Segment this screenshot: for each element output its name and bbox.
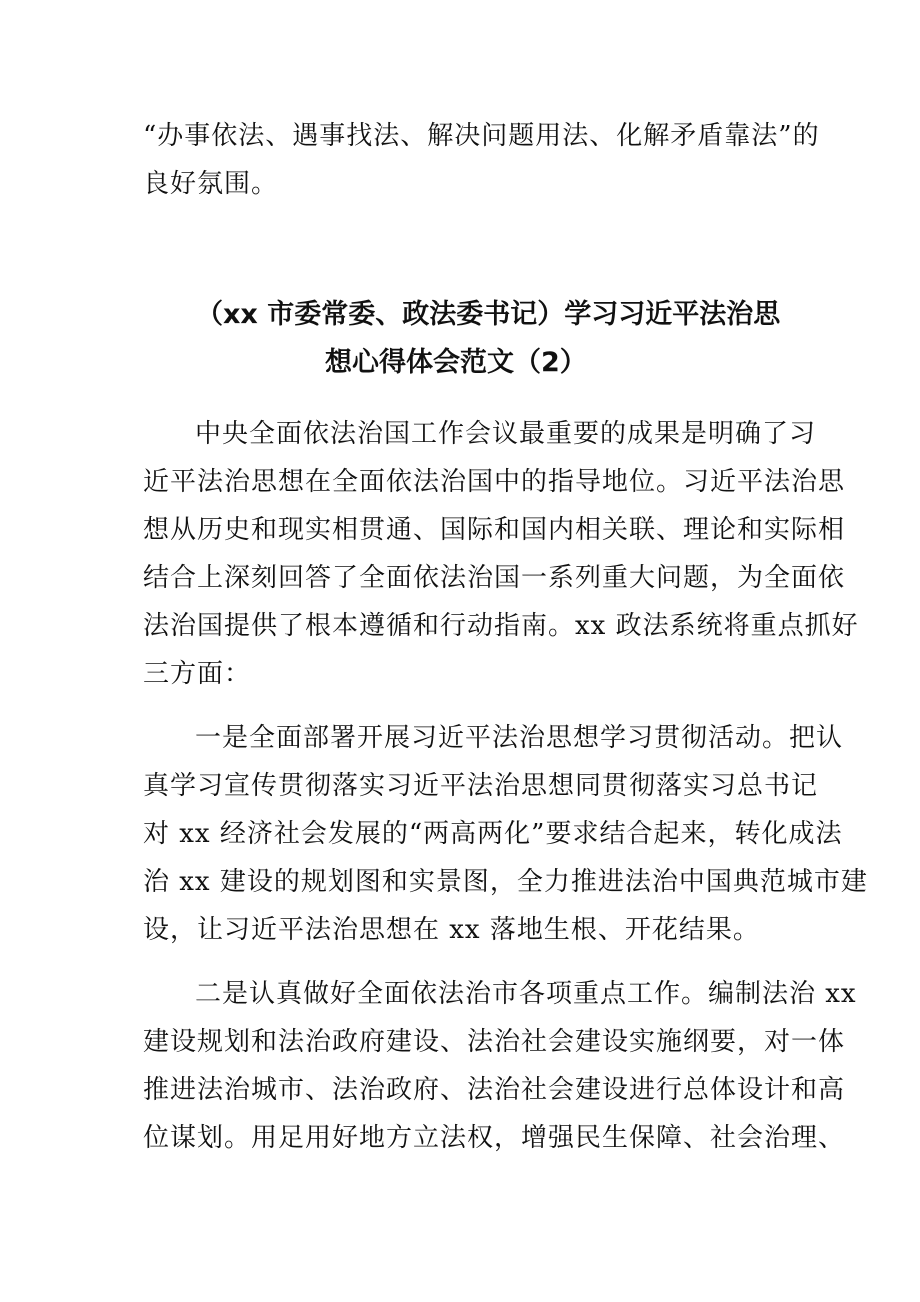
paragraph-line: 想从历史和现实相贯通、国际和国内相关联、理论和实际相 <box>143 515 846 545</box>
paragraph-line: 对 xx 经济社会发展的“两高两化”要求结合起来，转化成法 <box>143 819 843 849</box>
section-title-line-1: （xx 市委常委、政法委书记）学习习近平法治思 <box>196 299 781 330</box>
paragraph-line: 一是全面部署开展习近平法治思想学习贯彻活动。把认 <box>195 723 844 753</box>
paragraph-line: 真学习宣传贯彻落实习近平法治思想同贯彻落实习总书记 <box>143 771 819 801</box>
paragraph-line: 良好氛围。 <box>143 169 279 199</box>
paragraph-line: 三方面： <box>143 659 252 689</box>
paragraph-line: “办事依法、遇事找法、解决问题用法、化解矛盾靠法”的 <box>143 121 820 151</box>
paragraph-line: 位谋划。用足用好地方立法权，增强民生保障、社会治理、 <box>143 1123 846 1153</box>
paragraph-line: 设，让习近平法治思想在 xx 落地生根、开花结果。 <box>143 915 760 945</box>
paragraph-line: 法治国提供了根本遵循和行动指南。xx 政法系统将重点抓好 <box>143 611 859 641</box>
paragraph-line: 结合上深刻回答了全面依法治国一系列重大问题，为全面依 <box>143 563 846 593</box>
paragraph-line: 治 xx 建设的规划图和实景图，全力推进法治中国典范城市建 <box>143 867 868 897</box>
paragraph-line: 二是认真做好全面依法治市各项重点工作。编制法治 xx <box>195 979 857 1009</box>
section-title-line-2: 想心得体会范文（2） <box>325 347 587 378</box>
paragraph-line: 建设规划和法治政府建设、法治社会建设实施纲要，对一体 <box>143 1027 846 1057</box>
paragraph-line: 推进法治城市、法治政府、法治社会建设进行总体设计和高 <box>143 1075 846 1105</box>
paragraph-line: 近平法治思想在全面依法治国中的指导地位。习近平法治思 <box>143 467 846 497</box>
paragraph-line: 中央全面依法治国工作会议最重要的成果是明确了习 <box>195 419 817 449</box>
